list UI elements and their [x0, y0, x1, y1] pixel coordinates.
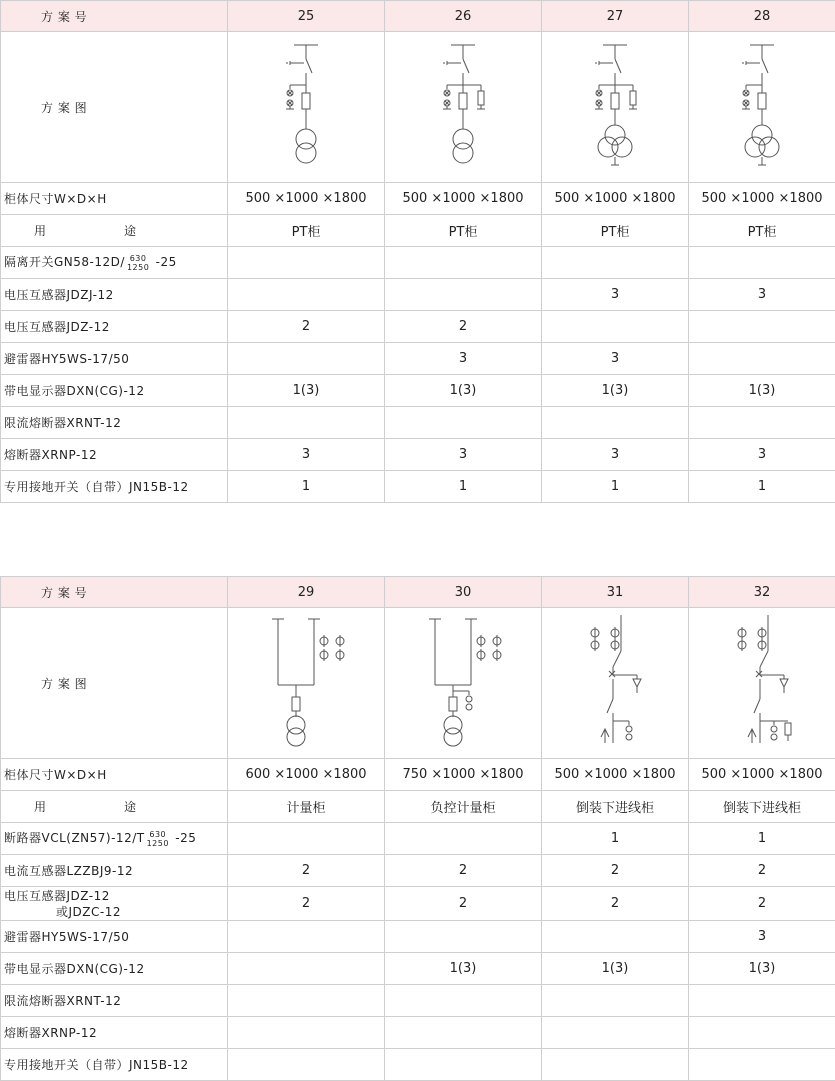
- component-qty: 2: [385, 855, 542, 887]
- component-qty: 2: [385, 887, 542, 921]
- component-qty: 1: [542, 471, 689, 503]
- component-name: 熔断器XRNP-12: [1, 1017, 228, 1049]
- cabinet-size: 500 ×1000 ×1800: [542, 183, 689, 215]
- component-qty: [228, 921, 385, 953]
- component-qty: 1(3): [542, 953, 689, 985]
- component-qty: [385, 1017, 542, 1049]
- use-row: [1, 791, 835, 823]
- component-qty: [228, 247, 385, 279]
- cabinet-size-label: 柜体尺寸W×D×H: [1, 183, 228, 215]
- component-name: 电压互感器JDZJ-12: [1, 279, 228, 311]
- component-row: [1, 471, 835, 503]
- component-qty: 2: [228, 311, 385, 343]
- component-qty: [689, 311, 835, 343]
- component-row: [1, 985, 835, 1017]
- component-row: [1, 1049, 835, 1081]
- scheme-number: 25: [228, 1, 385, 32]
- component-qty: [542, 1017, 689, 1049]
- scheme-number: 26: [385, 1, 542, 32]
- component-name: 专用接地开关（自带）JN15B-12: [1, 471, 228, 503]
- cabinet-size: 500 ×1000 ×1800: [542, 759, 689, 791]
- cabinet-size: 500 ×1000 ×1800: [228, 183, 385, 215]
- component-qty: [542, 407, 689, 439]
- component-qty: [542, 1049, 689, 1081]
- scheme-diagram-28: [689, 32, 835, 183]
- cabinet-use: PT柜: [228, 215, 385, 247]
- component-qty: [385, 279, 542, 311]
- component-row: [1, 953, 835, 985]
- component-qty: 2: [542, 887, 689, 921]
- component-qty: [385, 921, 542, 953]
- scheme-number-label: 方 案 号: [1, 1, 228, 32]
- component-qty: 3: [228, 439, 385, 471]
- scheme-diagram-31: [542, 608, 689, 759]
- scheme-number: 31: [542, 577, 689, 608]
- scheme-diagram-26: [385, 32, 542, 183]
- cabinet-size-label: 柜体尺寸W×D×H: [1, 759, 228, 791]
- rating-fraction: 630 1250: [147, 830, 169, 848]
- component-qty: 2: [689, 855, 835, 887]
- component-qty: [228, 1049, 385, 1081]
- scheme-number: 30: [385, 577, 542, 608]
- cabinet-use: 倒装下进线柜: [542, 791, 689, 823]
- component-qty: [689, 1017, 835, 1049]
- component-qty: [689, 247, 835, 279]
- component-name: 电压互感器JDZ-12 或JDZC-12: [1, 887, 228, 921]
- component-row: [1, 855, 835, 887]
- cabinet-size: 500 ×1000 ×1800: [689, 759, 835, 791]
- scheme-number-row: [1, 577, 835, 608]
- component-row: [1, 439, 835, 471]
- cabinet-size: 500 ×1000 ×1800: [689, 183, 835, 215]
- component-row: [1, 311, 835, 343]
- component-qty: [228, 953, 385, 985]
- component-qty: 1: [228, 471, 385, 503]
- component-name: 专用接地开关（自带）JN15B-12: [1, 1049, 228, 1081]
- component-qty: 3: [689, 439, 835, 471]
- component-qty: [542, 921, 689, 953]
- component-row: [1, 1017, 835, 1049]
- component-name: 隔离开关GN58-12D/ 630 1250 -25: [1, 247, 228, 279]
- scheme-diagram-32: [689, 608, 835, 759]
- component-qty: 1(3): [689, 375, 835, 407]
- cabinet-size: 600 ×1000 ×1800: [228, 759, 385, 791]
- scheme-number: 27: [542, 1, 689, 32]
- component-qty: 1(3): [385, 953, 542, 985]
- component-qty: [689, 343, 835, 375]
- component-qty: [228, 279, 385, 311]
- component-qty: 1: [542, 823, 689, 855]
- component-qty: 3: [542, 279, 689, 311]
- cabinet-use: PT柜: [689, 215, 835, 247]
- component-qty: [228, 343, 385, 375]
- component-name: 避雷器HY5WS-17/50: [1, 343, 228, 375]
- component-qty: [385, 985, 542, 1017]
- use-label-b: 途: [124, 224, 137, 238]
- scheme-number: 32: [689, 577, 835, 608]
- component-row: [1, 407, 835, 439]
- component-qty: [689, 407, 835, 439]
- component-qty: 2: [542, 855, 689, 887]
- use-label-b: 途: [124, 800, 137, 814]
- scheme-diagram-27: [542, 32, 689, 183]
- component-qty: 3: [542, 343, 689, 375]
- component-qty: [228, 823, 385, 855]
- scheme-diagram-row: [1, 32, 835, 183]
- component-qty: [385, 247, 542, 279]
- component-qty: [228, 407, 385, 439]
- component-qty: [542, 985, 689, 1017]
- component-qty: 3: [689, 921, 835, 953]
- component-name: 电压互感器JDZ-12: [1, 311, 228, 343]
- component-qty: [542, 247, 689, 279]
- use-label: [1, 791, 228, 823]
- use-row: [1, 215, 835, 247]
- cabinet-use: PT柜: [542, 215, 689, 247]
- component-qty: 3: [542, 439, 689, 471]
- cabinet-use: 负控计量柜: [385, 791, 542, 823]
- component-qty: 2: [385, 311, 542, 343]
- component-row: [1, 921, 835, 953]
- scheme-diagram-29: [228, 608, 385, 759]
- cabinet-use: PT柜: [385, 215, 542, 247]
- use-label: [1, 215, 228, 247]
- component-qty: [689, 985, 835, 1017]
- component-qty: 1(3): [385, 375, 542, 407]
- component-qty: 2: [228, 855, 385, 887]
- cabinet-size: 750 ×1000 ×1800: [385, 759, 542, 791]
- cabinet-size: 500 ×1000 ×1800: [385, 183, 542, 215]
- component-row: [1, 887, 835, 921]
- use-label-a: 用: [4, 798, 124, 815]
- component-name: 避雷器HY5WS-17/50: [1, 921, 228, 953]
- scheme-number: 29: [228, 577, 385, 608]
- scheme-table-2: [0, 576, 835, 1081]
- component-row: [1, 375, 835, 407]
- scheme-diagram-label: 方 案 图: [1, 608, 228, 759]
- scheme-number-row: [1, 1, 835, 32]
- component-qty: [385, 823, 542, 855]
- component-name: 断路器VCL(ZN57)-12/T 630 1250 -25: [1, 823, 228, 855]
- component-name: 熔断器XRNP-12: [1, 439, 228, 471]
- component-qty: 1(3): [228, 375, 385, 407]
- component-qty: 1: [385, 471, 542, 503]
- component-qty: 3: [385, 343, 542, 375]
- scheme-diagram-label: 方 案 图: [1, 32, 228, 183]
- component-qty: 1: [689, 471, 835, 503]
- scheme-table-1: [0, 0, 835, 503]
- component-qty: 3: [385, 439, 542, 471]
- component-name: 带电显示器DXN(CG)-12: [1, 953, 228, 985]
- cabinet-use: 计量柜: [228, 791, 385, 823]
- component-name: 带电显示器DXN(CG)-12: [1, 375, 228, 407]
- component-qty: 3: [689, 279, 835, 311]
- component-qty: 1: [689, 823, 835, 855]
- component-qty: [385, 407, 542, 439]
- component-name: 电流互感器LZZBJ9-12: [1, 855, 228, 887]
- component-name: 限流熔断器XRNT-12: [1, 985, 228, 1017]
- component-row: [1, 823, 835, 855]
- component-qty: 1(3): [689, 953, 835, 985]
- scheme-diagram-30: [385, 608, 542, 759]
- scheme-diagram-row: [1, 608, 835, 759]
- cabinet-size-row: [1, 183, 835, 215]
- cabinet-use: 倒装下进线柜: [689, 791, 835, 823]
- component-qty: 1(3): [542, 375, 689, 407]
- component-row: [1, 279, 835, 311]
- component-name: 限流熔断器XRNT-12: [1, 407, 228, 439]
- use-label-a: 用: [4, 222, 124, 239]
- component-qty: 2: [228, 887, 385, 921]
- scheme-number-label: 方 案 号: [1, 577, 228, 608]
- rating-fraction: 630 1250: [127, 254, 149, 272]
- scheme-diagram-25: [228, 32, 385, 183]
- component-qty: [385, 1049, 542, 1081]
- component-qty: [689, 1049, 835, 1081]
- component-qty: [542, 311, 689, 343]
- component-qty: 2: [689, 887, 835, 921]
- component-qty: [228, 1017, 385, 1049]
- component-row: [1, 343, 835, 375]
- component-row: [1, 247, 835, 279]
- scheme-number: 28: [689, 1, 835, 32]
- cabinet-size-row: [1, 759, 835, 791]
- component-qty: [228, 985, 385, 1017]
